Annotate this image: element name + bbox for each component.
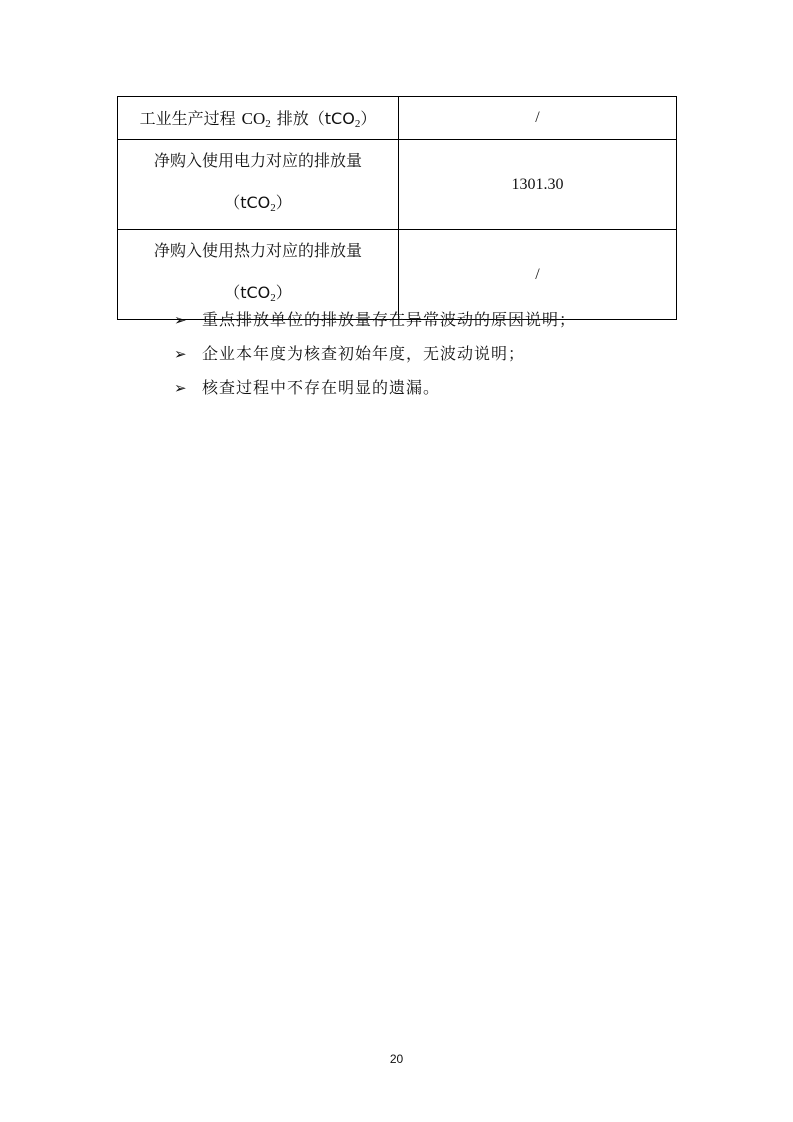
- arrow-bullet-icon: ➢: [174, 345, 187, 363]
- label-text: （tCO: [224, 193, 271, 212]
- formula-subscript: 2: [270, 292, 276, 304]
- list-item-text: 重点排放单位的排放量存在异常波动的原因说明；: [202, 310, 577, 329]
- table-row: [118, 140, 677, 230]
- arrow-bullet-icon: ➢: [174, 379, 187, 397]
- list-item: [174, 340, 576, 374]
- table-row-label: [118, 97, 399, 140]
- page-number: 20: [389, 1052, 404, 1066]
- table-row-label: [118, 140, 399, 230]
- formula-subscript: 2: [265, 118, 271, 130]
- list-item-text: 企业本年度为核查初始年度，无波动说明；: [202, 344, 526, 363]
- label-text: 工业生产过程: [139, 109, 236, 128]
- label-text: ）: [275, 283, 292, 302]
- label-text: ）: [275, 193, 292, 212]
- formula-text: CO: [241, 109, 266, 128]
- formula-subscript: 2: [270, 202, 276, 214]
- label-text: ）: [360, 109, 377, 128]
- table-row: [118, 97, 677, 140]
- label-text: （tCO: [224, 283, 271, 302]
- label-line: 净购入使用电力对应的排放量: [153, 151, 362, 170]
- label-line: [118, 182, 398, 229]
- notes-list: [174, 306, 576, 408]
- table-row-value: 1301.30: [399, 140, 677, 230]
- list-item: [174, 374, 576, 408]
- arrow-bullet-icon: ➢: [174, 311, 187, 329]
- list-item: [174, 306, 576, 340]
- label-line: 净购入使用热力对应的排放量: [153, 241, 362, 260]
- list-item-text: 核查过程中不存在明显的遗漏。: [202, 378, 441, 397]
- label-text: 排放（tCO: [276, 109, 355, 128]
- table-row-value: /: [399, 97, 677, 140]
- emissions-table: [117, 96, 677, 320]
- formula-subscript: 2: [354, 118, 361, 130]
- table-row-value: /: [399, 230, 677, 320]
